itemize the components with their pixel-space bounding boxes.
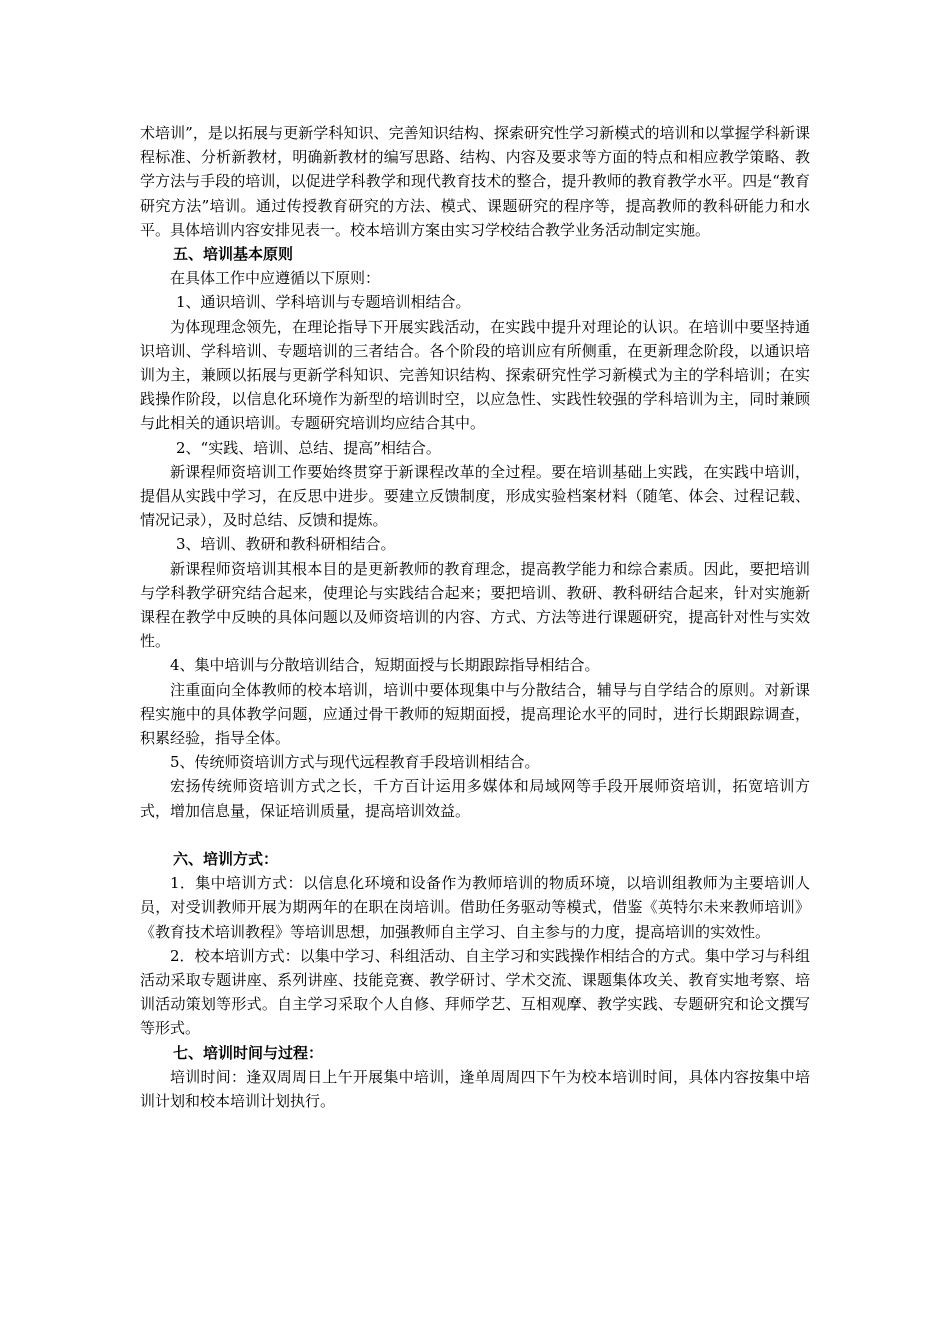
schedule-body: 培训时间：逢双周周日上午开展集中培训，逢单周周四下午为校本培训时间，具体内容按集中培训计划和校本培训计划执行。 — [140, 1067, 810, 1110]
principle-1-body: 为体现理念领先，在理论指导下开展实践活动，在实践中提升对理论的认识。在培训中要坚持通识培训、学科培训、专题培训的三者结合。各个阶段的培训应有所侧重，在更新理念阶段，以通识培训为主，兼顾以拓展与更新学科知识、完善知识结构、探索研究性学习新模式为主的学科培训；在实践操作阶段，以信息化环境作为新型的培训时空，以应急性、实践性较强的学科培训为主，同时兼顾与此相关的通识培训。专题研究培训均应结合其中。 — [140, 317, 810, 433]
principle-5-body: 宏扬传统师资培训方式之长，千方百计运用多媒体和局域网等手段开展师资培训，拓宽培训方式，增加信息量，保证培训质量，提高培训效益。 — [140, 777, 810, 820]
document-page — [140, 121, 810, 1113]
principle-2-body: 新课程师资培训工作要始终贯穿于新课程改革的全过程。要在培训基础上实践，在实践中培训，提倡从实践中学习，在反思中进步。要建立反馈制度，形成实验档案材料（随笔、体会、过程记载、情况记录），及时总结、反馈和提炼。 — [140, 462, 810, 530]
paragraph-continuation: 术培训”，是以拓展与更新学科知识、完善知识结构、探索研究性学习新模式的培训和以掌握学科新课程标准、分析新教材，明确新教材的编写思路、结构、内容及要求等方面的特点和相应教学策略、教学方法与手段的培训，以促进学科教学和现代教育技术的整合，提升教师的教育教学水平。四是“教育研究方法”培训。通过传授教育研究的方法、模式、课题研究的程序等，提高教师的教科研能力和水平。具体培训内容安排见表一。校本培训方案由实习学校结合教学业务活动制定实施。 — [140, 124, 810, 239]
principle-2-title: 2、“实践、培训、总结、提高”相结合。 — [176, 438, 441, 457]
section-heading-principles: 五、培训基本原则 — [173, 245, 294, 264]
section-heading-schedule: 七、培训时间与过程： — [173, 1043, 324, 1062]
method-2-body: 2．校本培训方式：以集中学习、科组活动、自主学习和实践操作相结合的方式。集中学习与科组活动采取专题讲座、系列讲座、技能竞赛、教学研讨、学术交流、课题集体攻关、教育实地考察、培训活动策划等形式。自主学习采取个人自修、拜师学艺、互相观摩、教学实践、专题研究和论文撰写等形式。 — [140, 946, 810, 1038]
principle-3-title: 3、培训、教研和教科研相结合。 — [176, 535, 396, 554]
paragraph-principles-intro: 在具体工作中应遵循以下原则： — [170, 269, 381, 288]
section-spacer — [140, 823, 810, 847]
principle-5-title: 5、传统师资培训方式与现代远程教育手段培训相结合。 — [170, 753, 540, 772]
section-heading-methods: 六、培训方式： — [173, 849, 279, 868]
method-1-body: 1．集中培训方式：以信息化环境和设备作为教师培训的物质环境，以培训组教师为主要培训人员，对受训教师开展为期两年的在职在岗培训。借助任务驱动等模式，借鉴《英特尔未来教师培训》《教育技术培训教程》等培训思想，加强教师自主学习、自主参与的力度，提高培训的实效性。 — [140, 874, 810, 941]
principle-4-title: 4、集中培训与分散培训结合，短期面授与长期跟踪指导相结合。 — [170, 656, 600, 675]
principle-4-body: 注重面向全体教师的校本培训，培训中要体现集中与分散结合，辅导与自学结合的原则。对新课程实施中的具体教学问题，应通过骨干教师的短期面授，提高理论水平的同时，进行长期跟踪调查，积累经验，指导全体。 — [140, 680, 810, 748]
principle-1-title: 1、通识培训、学科培训与专题培训相结合。 — [176, 293, 471, 312]
principle-3-body: 新课程师资培训其根本目的是更新教师的教育理念，提高教学能力和综合素质。因此，要把培训与学科教学研究结合起来，使理论与实践结合起来；要把培训、教研、教科研结合起来，针对实施新课程在教学中反映的具体问题以及师资培训的内容、方式、方法等进行课题研究，提高针对性与实效性。 — [140, 559, 810, 651]
